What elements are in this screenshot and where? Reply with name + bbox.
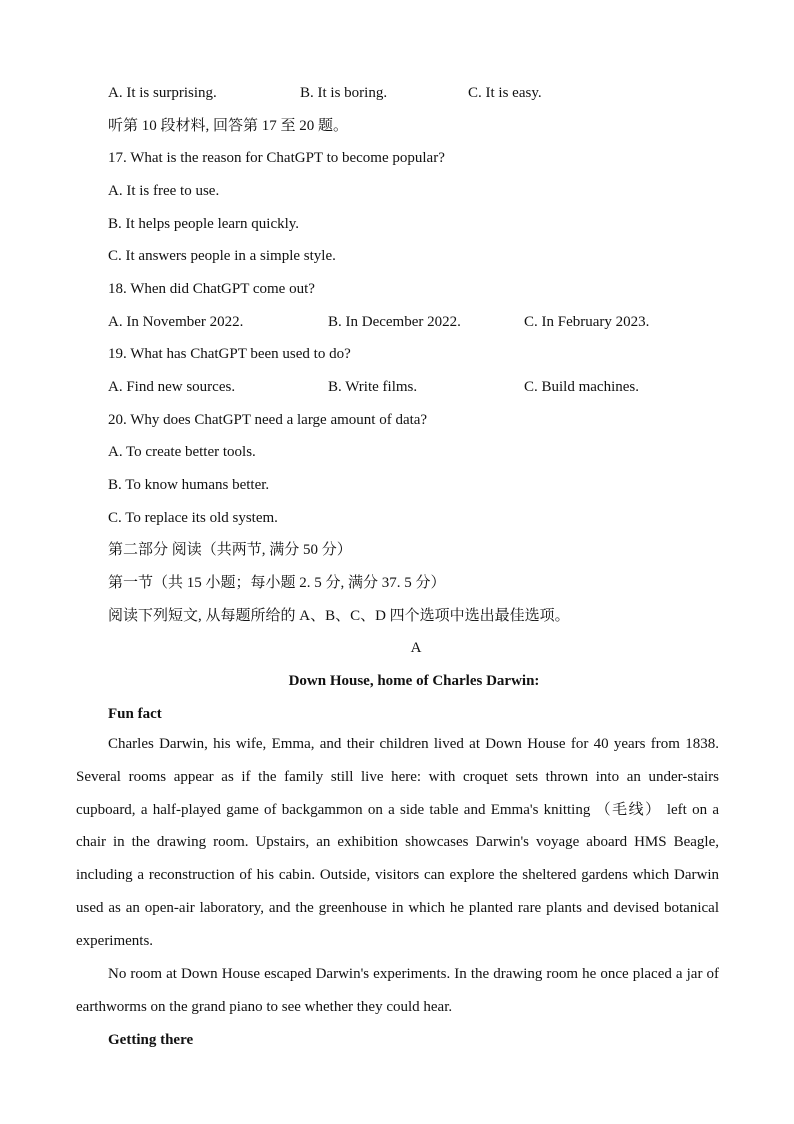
question-18-option-a: A. In November 2022.: [108, 314, 244, 330]
question-19-option-b: B. Write films.: [328, 379, 418, 395]
section10-instruction: 听第 10 段材料, 回答第 17 至 20 题。: [108, 118, 349, 134]
question-20-option-a: A. To create better tools.: [108, 444, 256, 460]
question-19-stem: 19. What has ChatGPT been used to do?: [108, 346, 351, 362]
question-20-option-c: C. To replace its old system.: [108, 510, 278, 526]
q16-option-a: A. It is surprising.: [108, 85, 217, 101]
getting-there-heading: Getting there: [108, 1032, 194, 1048]
passage-title: Down House, home of Charles Darwin:: [288, 673, 540, 689]
question-20-option-b: B. To know humans better.: [108, 477, 270, 493]
paragraph-2: No room at Down House escaped Darwin's experiments. In the drawing room he once placed a jar of earthworms on the grand piano to see whether they could hear.: [76, 966, 719, 1015]
question-19-option-c: C. Build machines.: [524, 379, 639, 395]
question-20-stem: 20. Why does ChatGPT need a large amount of data?: [108, 412, 428, 428]
question-17-option-a: A. It is free to use.: [108, 183, 220, 199]
fun-fact-heading: Fun fact: [108, 706, 162, 722]
part2-heading: 第二部分 阅读（共两节, 满分 50 分）: [108, 542, 352, 558]
section1-heading: 第一节（共 15 小题；每小题 2. 5 分, 满分 37. 5 分）: [108, 575, 446, 591]
question-17-option-c: C. It answers people in a simple style.: [108, 248, 336, 264]
question-17-option-b: B. It helps people learn quickly.: [108, 216, 300, 232]
q16-option-b: B. It is boring.: [300, 85, 388, 101]
question-17-stem: 17. What is the reason for ChatGPT to become popular?: [108, 150, 445, 166]
paragraph-1: Charles Darwin, his wife, Emma, and their children lived at Down House for 40 years from 1838. Several rooms appear as if the family still live here: with croquet sets thrown into an under-stairs cupboard, a half-played game of backgammon on a side table and Emma's knitting （毛线） left on a chair in the drawing room. Upstairs, an exhibition showcases Darwin's voyage aboard HMS Beagle, including a reconstruction of his cabin. Outside, visitors can explore the sheltered gardens which Darwin used as an open-air laboratory, and the greenhouse in which he planted rare plants and devised botanical experiments.: [76, 736, 719, 949]
question-18-option-b: B. In December 2022.: [328, 314, 461, 330]
question-18-stem: 18. When did ChatGPT come out?: [108, 281, 315, 297]
question-19-option-a: A. Find new sources.: [108, 379, 236, 395]
passage-label: A: [410, 640, 422, 656]
question-18-option-c: C. In February 2023.: [524, 314, 650, 330]
q16-option-c: C. It is easy.: [468, 85, 542, 101]
reading-instruction: 阅读下列短文, 从每题所给的 A、B、C、D 四个选项中选出最佳选项。: [108, 608, 570, 624]
